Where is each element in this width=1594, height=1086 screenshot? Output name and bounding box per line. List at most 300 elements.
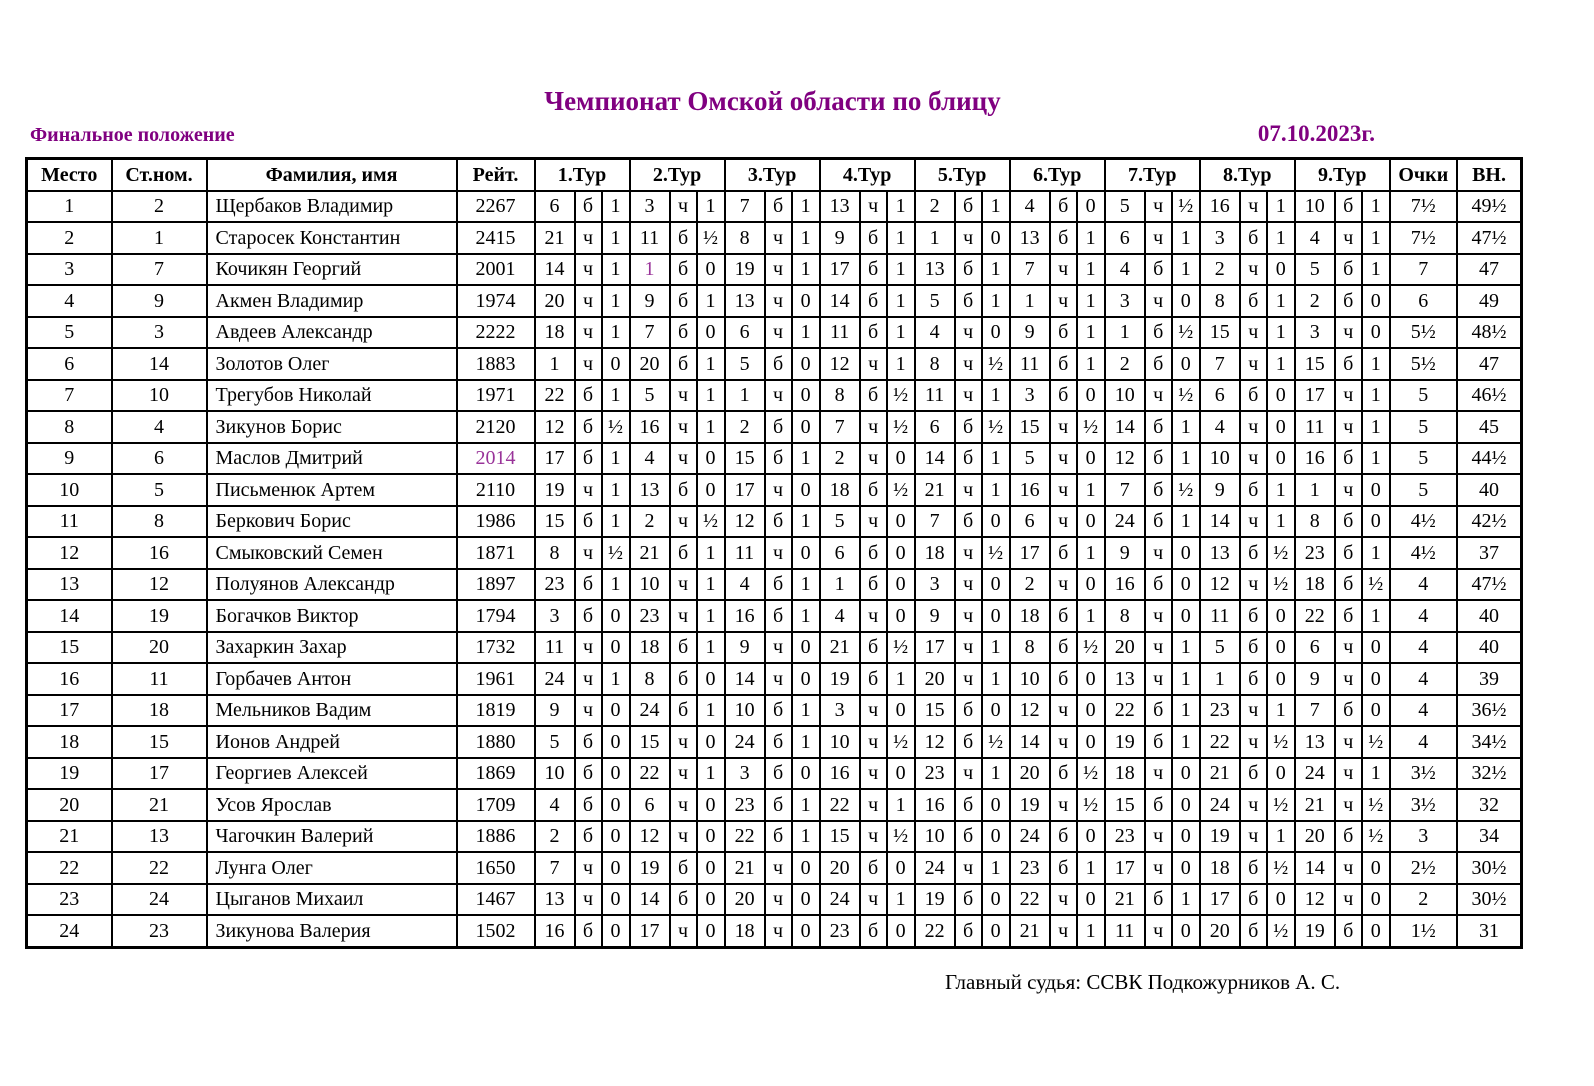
cell-round-2-result: 1 — [697, 758, 725, 790]
cell-round-3-result: 0 — [792, 474, 820, 506]
cell-round-6-opponent: 15 — [1010, 411, 1050, 443]
cell-round-1-result: 1 — [602, 663, 630, 695]
cell-round-8-opponent: 10 — [1200, 443, 1240, 475]
cell-round-3-result: 1 — [792, 443, 820, 475]
cell-round-9-color: ч — [1335, 789, 1362, 821]
cell-start-number: 15 — [112, 726, 207, 758]
cell-round-2-opponent: 16 — [630, 411, 670, 443]
cell-player-name: Золотов Олег — [207, 348, 457, 380]
cell-rating: 2222 — [457, 317, 535, 349]
cell-round-9-result: 1 — [1362, 222, 1390, 254]
cell-round-4-opponent: 4 — [820, 600, 860, 632]
cell-round-3-color: б — [765, 411, 792, 443]
cell-round-5-result: 1 — [982, 852, 1010, 884]
cell-round-5-opponent: 24 — [915, 852, 955, 884]
cell-round-3-result: 0 — [792, 758, 820, 790]
cell-round-9-opponent: 5 — [1295, 254, 1335, 286]
cell-points: 4 — [1390, 632, 1457, 664]
cell-round-8-result: ½ — [1267, 537, 1295, 569]
cell-round-2-color: ч — [670, 380, 697, 412]
cell-round-8-color: б — [1240, 285, 1267, 317]
cell-round-3-opponent: 11 — [725, 537, 765, 569]
cell-round-4-result: 1 — [887, 317, 915, 349]
cell-round-5-opponent: 9 — [915, 600, 955, 632]
cell-round-6-result: 0 — [1077, 443, 1105, 475]
cell-points: 2½ — [1390, 852, 1457, 884]
cell-buchholz: 37 — [1457, 537, 1522, 569]
cell-round-2-color: ч — [670, 821, 697, 853]
cell-round-2-result: 0 — [697, 884, 725, 916]
cell-round-6-result: ½ — [1077, 632, 1105, 664]
cell-round-8-result: 1 — [1267, 348, 1295, 380]
cell-round-8-result: ½ — [1267, 569, 1295, 601]
cell-round-8-color: б — [1240, 537, 1267, 569]
cell-round-8-result: ½ — [1267, 915, 1295, 947]
cell-round-3-color: ч — [765, 317, 792, 349]
cell-points: 7 — [1390, 254, 1457, 286]
cell-round-5-color: ч — [955, 632, 982, 664]
cell-round-6-color: б — [1050, 348, 1077, 380]
cell-round-1-color: б — [575, 506, 602, 538]
cell-round-4-color: ч — [860, 506, 887, 538]
cell-buchholz: 32 — [1457, 789, 1522, 821]
table-row — [27, 443, 1522, 475]
cell-round-6-color: б — [1050, 380, 1077, 412]
cell-round-8-result: 0 — [1267, 411, 1295, 443]
cell-round-7-color: ч — [1145, 537, 1172, 569]
cell-round-3-opponent: 12 — [725, 506, 765, 538]
cell-round-9-color: ч — [1335, 852, 1362, 884]
cell-player-name: Чагочкин Валерий — [207, 821, 457, 853]
cell-round-4-opponent: 18 — [820, 474, 860, 506]
cell-round-3-result: 0 — [792, 537, 820, 569]
cell-round-9-result: 1 — [1362, 758, 1390, 790]
cell-round-3-color: б — [765, 726, 792, 758]
cell-round-1-result: 0 — [602, 695, 630, 727]
cell-round-5-opponent: 14 — [915, 443, 955, 475]
cell-round-9-color: ч — [1335, 222, 1362, 254]
cell-round-4-opponent: 2 — [820, 443, 860, 475]
cell-round-2-result: 0 — [697, 789, 725, 821]
cell-round-8-color: ч — [1240, 726, 1267, 758]
cell-buchholz: 42½ — [1457, 506, 1522, 538]
cell-round-3-color: ч — [765, 254, 792, 286]
cell-start-number: 13 — [112, 821, 207, 853]
cell-round-6-result: 1 — [1077, 474, 1105, 506]
table-row — [27, 191, 1522, 223]
cell-buchholz: 34 — [1457, 821, 1522, 853]
table-row — [27, 222, 1522, 254]
cell-round-6-result: 1 — [1077, 254, 1105, 286]
cell-round-4-result: 0 — [887, 915, 915, 947]
cell-round-1-result: 1 — [602, 443, 630, 475]
cell-round-8-color: ч — [1240, 569, 1267, 601]
cell-round-9-result: 0 — [1362, 285, 1390, 317]
cell-round-9-result: 0 — [1362, 884, 1390, 916]
cell-round-2-color: б — [670, 474, 697, 506]
cell-round-7-result: 0 — [1172, 821, 1200, 853]
cell-round-2-result: 1 — [697, 695, 725, 727]
cell-round-6-opponent: 22 — [1010, 884, 1050, 916]
cell-round-2-opponent: 6 — [630, 789, 670, 821]
cell-round-6-color: ч — [1050, 285, 1077, 317]
cell-round-5-result: 1 — [982, 191, 1010, 223]
cell-round-6-result: 0 — [1077, 663, 1105, 695]
cell-round-3-result: 0 — [792, 663, 820, 695]
table-row — [27, 663, 1522, 695]
cell-round-5-result: 0 — [982, 884, 1010, 916]
table-row — [27, 474, 1522, 506]
cell-round-9-opponent: 18 — [1295, 569, 1335, 601]
table-row — [27, 569, 1522, 601]
cell-points: 6 — [1390, 285, 1457, 317]
cell-round-7-color: ч — [1145, 191, 1172, 223]
cell-points: 4 — [1390, 600, 1457, 632]
col-header-round-7: 7.Тур — [1105, 159, 1200, 191]
cell-round-2-opponent: 19 — [630, 852, 670, 884]
cell-round-1-result: 1 — [602, 380, 630, 412]
cell-round-6-opponent: 14 — [1010, 726, 1050, 758]
cell-round-6-opponent: 4 — [1010, 191, 1050, 223]
cell-round-8-opponent: 6 — [1200, 380, 1240, 412]
cell-round-4-color: б — [860, 852, 887, 884]
cell-rating: 2001 — [457, 254, 535, 286]
cell-start-number: 19 — [112, 600, 207, 632]
cell-round-1-color: ч — [575, 663, 602, 695]
cell-round-2-color: б — [670, 632, 697, 664]
cell-round-4-result: 0 — [887, 443, 915, 475]
cell-round-2-opponent: 5 — [630, 380, 670, 412]
cell-round-7-result: 0 — [1172, 852, 1200, 884]
cell-rating: 1869 — [457, 758, 535, 790]
cell-rating: 1502 — [457, 915, 535, 947]
cell-round-7-result: 0 — [1172, 348, 1200, 380]
cell-start-number: 1 — [112, 222, 207, 254]
cell-round-8-color: ч — [1240, 789, 1267, 821]
cell-points: 5½ — [1390, 348, 1457, 380]
cell-round-3-opponent: 5 — [725, 348, 765, 380]
table-row — [27, 285, 1522, 317]
cell-round-1-opponent: 21 — [535, 222, 575, 254]
cell-round-2-color: б — [670, 884, 697, 916]
cell-place: 3 — [27, 254, 112, 286]
cell-round-8-result: 0 — [1267, 600, 1295, 632]
cell-round-2-opponent: 14 — [630, 884, 670, 916]
col-header-round-3: 3.Тур — [725, 159, 820, 191]
cell-round-5-color: б — [955, 254, 982, 286]
cell-place: 16 — [27, 663, 112, 695]
cell-round-7-opponent: 2 — [1105, 348, 1145, 380]
cell-round-7-opponent: 15 — [1105, 789, 1145, 821]
cell-round-1-result: ½ — [602, 537, 630, 569]
cell-round-7-color: б — [1145, 443, 1172, 475]
cell-round-8-result: 1 — [1267, 695, 1295, 727]
cell-round-5-result: 0 — [982, 789, 1010, 821]
cell-round-5-result: ½ — [982, 726, 1010, 758]
cell-round-2-opponent: 2 — [630, 506, 670, 538]
cell-round-8-opponent: 3 — [1200, 222, 1240, 254]
cell-round-1-opponent: 14 — [535, 254, 575, 286]
cell-round-2-opponent: 22 — [630, 758, 670, 790]
cell-place: 9 — [27, 443, 112, 475]
cell-round-5-opponent: 13 — [915, 254, 955, 286]
cell-rating: 1974 — [457, 285, 535, 317]
cell-buchholz: 32½ — [1457, 758, 1522, 790]
cell-round-4-result: ½ — [887, 411, 915, 443]
cell-round-9-opponent: 10 — [1295, 191, 1335, 223]
cell-round-2-opponent: 1 — [630, 254, 670, 286]
cell-round-8-result: 1 — [1267, 821, 1295, 853]
cell-round-6-result: 0 — [1077, 569, 1105, 601]
table-row — [27, 758, 1522, 790]
cell-round-7-color: б — [1145, 726, 1172, 758]
cell-round-3-opponent: 16 — [725, 600, 765, 632]
col-header-round-8: 8.Тур — [1200, 159, 1295, 191]
cell-round-4-color: ч — [860, 726, 887, 758]
cell-round-4-result: 1 — [887, 254, 915, 286]
cell-buchholz: 46½ — [1457, 380, 1522, 412]
cell-round-7-color: б — [1145, 254, 1172, 286]
cell-round-3-color: ч — [765, 663, 792, 695]
cell-round-1-opponent: 13 — [535, 884, 575, 916]
cell-round-7-color: б — [1145, 789, 1172, 821]
col-header-points: Очки — [1390, 159, 1457, 191]
cell-round-7-result: 0 — [1172, 285, 1200, 317]
cell-start-number: 12 — [112, 569, 207, 601]
cell-round-9-opponent: 21 — [1295, 789, 1335, 821]
cell-round-4-opponent: 13 — [820, 191, 860, 223]
cell-round-3-color: б — [765, 821, 792, 853]
cell-round-1-result: 1 — [602, 474, 630, 506]
cell-round-3-result: 0 — [792, 285, 820, 317]
cell-round-1-color: ч — [575, 254, 602, 286]
cell-round-7-opponent: 23 — [1105, 821, 1145, 853]
cell-buchholz: 49 — [1457, 285, 1522, 317]
cell-round-2-color: б — [670, 254, 697, 286]
cell-round-2-opponent: 9 — [630, 285, 670, 317]
cell-round-3-result: 1 — [792, 254, 820, 286]
cell-place: 6 — [27, 348, 112, 380]
cell-buchholz: 40 — [1457, 632, 1522, 664]
cell-round-9-opponent: 11 — [1295, 411, 1335, 443]
cell-round-7-color: ч — [1145, 600, 1172, 632]
cell-buchholz: 30½ — [1457, 852, 1522, 884]
cell-rating: 1897 — [457, 569, 535, 601]
cell-round-5-result: 0 — [982, 222, 1010, 254]
cell-round-7-opponent: 24 — [1105, 506, 1145, 538]
cell-round-9-color: б — [1335, 443, 1362, 475]
cell-place: 20 — [27, 789, 112, 821]
cell-round-1-result: 1 — [602, 317, 630, 349]
cell-round-4-opponent: 16 — [820, 758, 860, 790]
cell-round-2-color: ч — [670, 506, 697, 538]
table-row — [27, 254, 1522, 286]
cell-round-8-opponent: 11 — [1200, 600, 1240, 632]
cell-round-4-result: 1 — [887, 191, 915, 223]
cell-round-7-opponent: 18 — [1105, 758, 1145, 790]
cell-round-6-result: 1 — [1077, 537, 1105, 569]
cell-rating: 1883 — [457, 348, 535, 380]
cell-round-9-opponent: 2 — [1295, 285, 1335, 317]
table-row — [27, 411, 1522, 443]
col-header-round-4: 4.Тур — [820, 159, 915, 191]
cell-round-6-color: ч — [1050, 915, 1077, 947]
cell-round-1-opponent: 4 — [535, 789, 575, 821]
cell-round-3-color: б — [765, 569, 792, 601]
cell-round-7-opponent: 3 — [1105, 285, 1145, 317]
cell-round-2-opponent: 7 — [630, 317, 670, 349]
cell-round-6-color: ч — [1050, 443, 1077, 475]
cell-round-5-opponent: 20 — [915, 663, 955, 695]
cell-round-5-color: ч — [955, 852, 982, 884]
results-table — [25, 157, 1523, 949]
cell-start-number: 23 — [112, 915, 207, 947]
cell-player-name: Щербаков Владимир — [207, 191, 457, 223]
page — [25, 0, 1520, 995]
cell-round-5-opponent: 18 — [915, 537, 955, 569]
cell-round-1-result: 0 — [602, 758, 630, 790]
cell-player-name: Цыганов Михаил — [207, 884, 457, 916]
cell-points: 5 — [1390, 380, 1457, 412]
cell-rating: 1886 — [457, 821, 535, 853]
cell-round-3-color: б — [765, 695, 792, 727]
cell-round-7-color: б — [1145, 506, 1172, 538]
cell-start-number: 20 — [112, 632, 207, 664]
cell-round-4-color: ч — [860, 348, 887, 380]
cell-round-7-color: б — [1145, 317, 1172, 349]
cell-round-1-color: б — [575, 443, 602, 475]
cell-round-2-result: 1 — [697, 537, 725, 569]
table-row — [27, 600, 1522, 632]
cell-round-1-opponent: 23 — [535, 569, 575, 601]
cell-player-name: Акмен Владимир — [207, 285, 457, 317]
cell-round-4-color: б — [860, 474, 887, 506]
cell-round-2-color: б — [670, 285, 697, 317]
cell-round-5-opponent: 2 — [915, 191, 955, 223]
cell-player-name: Богачков Виктор — [207, 600, 457, 632]
cell-round-4-color: ч — [860, 443, 887, 475]
cell-player-name: Беркович Борис — [207, 506, 457, 538]
cell-round-4-opponent: 10 — [820, 726, 860, 758]
cell-round-1-result: 1 — [602, 506, 630, 538]
cell-round-3-color: б — [765, 758, 792, 790]
cell-round-3-opponent: 17 — [725, 474, 765, 506]
cell-round-4-result: 1 — [887, 285, 915, 317]
cell-round-6-color: б — [1050, 222, 1077, 254]
cell-round-1-opponent: 12 — [535, 411, 575, 443]
cell-points: 5 — [1390, 443, 1457, 475]
cell-round-2-color: ч — [670, 443, 697, 475]
cell-round-4-color: ч — [860, 600, 887, 632]
cell-round-2-opponent: 13 — [630, 474, 670, 506]
cell-round-5-color: б — [955, 726, 982, 758]
cell-round-6-color: ч — [1050, 789, 1077, 821]
cell-round-9-color: ч — [1335, 758, 1362, 790]
cell-round-3-opponent: 9 — [725, 632, 765, 664]
cell-round-3-result: 1 — [792, 191, 820, 223]
cell-round-3-result: 1 — [792, 569, 820, 601]
cell-round-5-result: 0 — [982, 915, 1010, 947]
cell-round-3-opponent: 8 — [725, 222, 765, 254]
cell-round-8-opponent: 8 — [1200, 285, 1240, 317]
cell-round-3-opponent: 21 — [725, 852, 765, 884]
cell-round-2-result: ½ — [697, 506, 725, 538]
cell-round-7-color: ч — [1145, 915, 1172, 947]
cell-round-7-result: 0 — [1172, 789, 1200, 821]
cell-round-8-color: ч — [1240, 411, 1267, 443]
cell-points: 4 — [1390, 569, 1457, 601]
cell-round-5-color: ч — [955, 569, 982, 601]
cell-round-2-color: б — [670, 695, 697, 727]
cell-place: 24 — [27, 915, 112, 947]
cell-round-6-result: ½ — [1077, 789, 1105, 821]
cell-round-6-color: ч — [1050, 726, 1077, 758]
cell-round-2-result: 0 — [697, 663, 725, 695]
cell-round-2-result: 1 — [697, 285, 725, 317]
cell-round-4-opponent: 19 — [820, 663, 860, 695]
cell-round-3-opponent: 13 — [725, 285, 765, 317]
cell-round-8-result: 0 — [1267, 758, 1295, 790]
cell-round-1-color: б — [575, 569, 602, 601]
cell-rating: 2267 — [457, 191, 535, 223]
table-row — [27, 915, 1522, 947]
cell-round-3-opponent: 23 — [725, 789, 765, 821]
cell-round-5-opponent: 19 — [915, 884, 955, 916]
cell-round-6-result: ½ — [1077, 411, 1105, 443]
cell-round-5-result: 1 — [982, 443, 1010, 475]
cell-start-number: 17 — [112, 758, 207, 790]
cell-round-2-color: б — [670, 852, 697, 884]
cell-buchholz: 44½ — [1457, 443, 1522, 475]
cell-round-4-result: ½ — [887, 474, 915, 506]
cell-round-9-result: ½ — [1362, 569, 1390, 601]
cell-round-7-opponent: 7 — [1105, 474, 1145, 506]
cell-round-8-opponent: 12 — [1200, 569, 1240, 601]
cell-round-8-result: ½ — [1267, 852, 1295, 884]
cell-round-1-color: ч — [575, 884, 602, 916]
cell-rating: 2014 — [457, 443, 535, 475]
cell-round-3-opponent: 6 — [725, 317, 765, 349]
cell-rating: 1709 — [457, 789, 535, 821]
cell-round-4-opponent: 11 — [820, 317, 860, 349]
cell-round-7-result: 1 — [1172, 726, 1200, 758]
cell-round-4-result: 0 — [887, 852, 915, 884]
cell-round-5-result: 1 — [982, 663, 1010, 695]
cell-round-6-opponent: 23 — [1010, 852, 1050, 884]
cell-round-1-color: б — [575, 380, 602, 412]
cell-round-4-result: 1 — [887, 884, 915, 916]
cell-round-2-result: 0 — [697, 443, 725, 475]
cell-round-2-result: ½ — [697, 222, 725, 254]
cell-round-7-color: ч — [1145, 380, 1172, 412]
cell-round-6-opponent: 24 — [1010, 821, 1050, 853]
cell-round-9-opponent: 19 — [1295, 915, 1335, 947]
cell-round-1-color: б — [575, 758, 602, 790]
cell-round-5-opponent: 11 — [915, 380, 955, 412]
cell-round-2-color: ч — [670, 411, 697, 443]
cell-round-9-opponent: 6 — [1295, 632, 1335, 664]
cell-round-7-opponent: 19 — [1105, 726, 1145, 758]
cell-place: 12 — [27, 537, 112, 569]
cell-round-2-opponent: 23 — [630, 600, 670, 632]
cell-points: 3 — [1390, 821, 1457, 853]
cell-round-7-result: ½ — [1172, 380, 1200, 412]
cell-round-3-result: 0 — [792, 411, 820, 443]
cell-round-6-result: 0 — [1077, 884, 1105, 916]
cell-round-3-opponent: 19 — [725, 254, 765, 286]
cell-buchholz: 34½ — [1457, 726, 1522, 758]
cell-round-1-result: 0 — [602, 632, 630, 664]
